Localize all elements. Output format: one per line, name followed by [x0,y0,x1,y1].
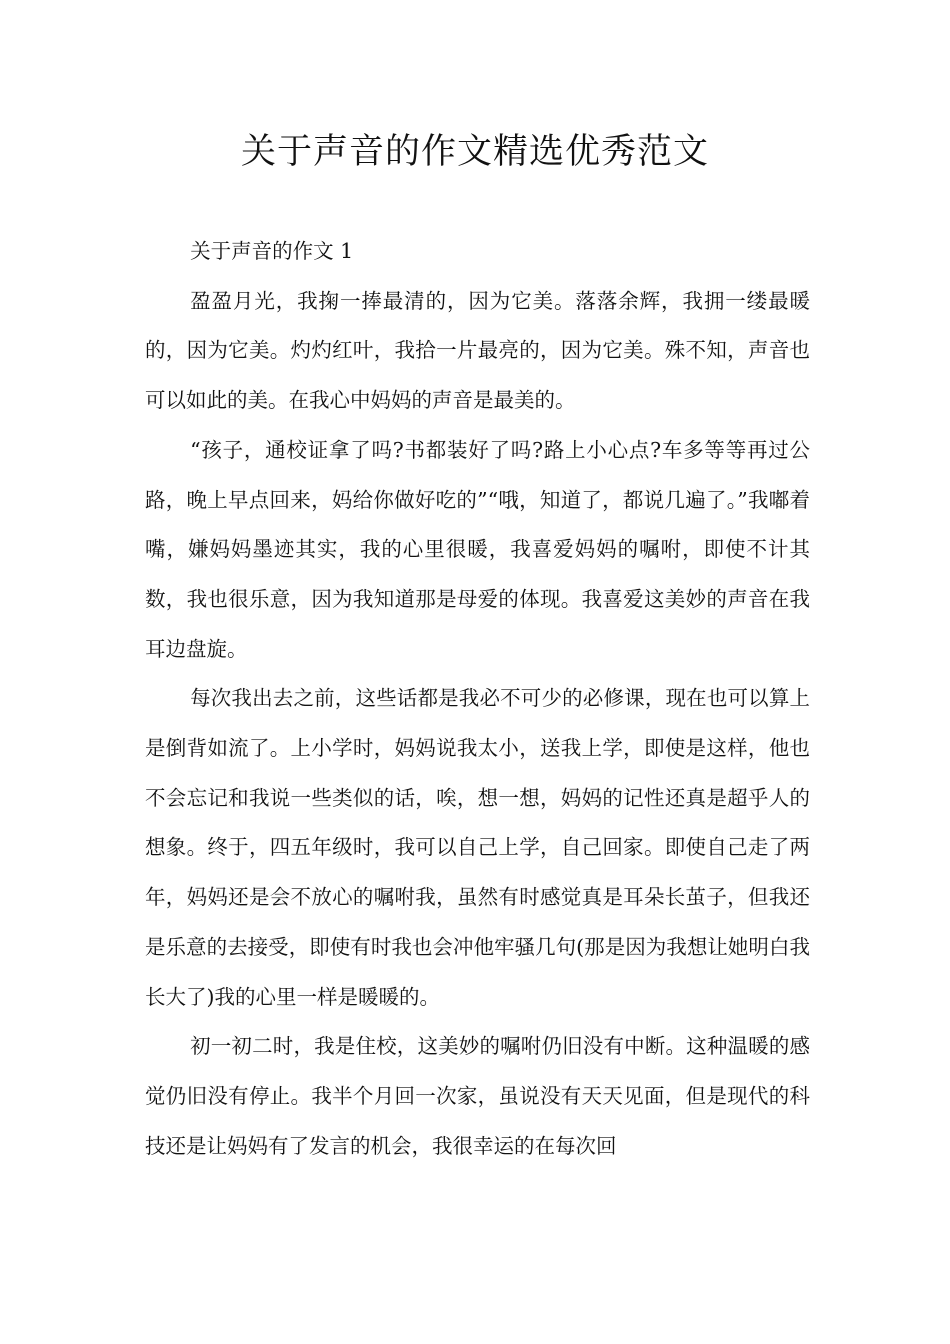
document-body [145,227,810,1171]
paragraph-4: 初一初二时，我是住校，这美妙的嘱咐仍旧没有中断。这种温暖的感觉仍旧没有停止。我半个月回一次家，虽说没有天天见面，但是现代的科技还是让妈妈有了发言的机会，我很幸运的在每次回 [145,1034,810,1158]
paragraph-2: “孩子，通校证拿了吗?书都装好了吗?路上小心点?车多等等再过公路，晚上早点回来，妈给你做好吃的”“哦，知道了，都说几遍了。”我嘟着嘴，嫌妈妈墨迹其实，我的心里很暖，我喜爱妈妈的嘱咐，即使不计其数，我也很乐意，因为我知道那是母爱的体现。我喜爱这美妙的声音在我耳边盘旋。 [145,437,810,661]
paragraph-3: 每次我出去之前，这些话都是我必不可少的必修课，现在也可以算上是倒背如流了。上小学时，妈妈说我太小，送我上学，即使是这样，他也不会忘记和我说一些类似的话，唉，想一想，妈妈的记性还真是超乎人的想象。终于，四五年级时，我可以自己上学，自己回家。即使自己走了两年，妈妈还是会不放心的嘱咐我，虽然有时感觉真是耳朵长茧子，但我还是乐意的去接受，即使有时我也会冲他牢骚几句(那是因为我想让她明白我长大了)我的心里一样是暖暖的。 [145,686,810,1009]
section-heading: 关于声音的作文 1 [190,239,354,263]
document-title: 关于声音的作文精选优秀范文 [240,132,709,172]
paragraph-1: 盈盈月光，我掬一捧最清的，因为它美。落落余辉，我拥一缕最暖的，因为它美。灼灼红叶，我拾一片最亮的，因为它美。殊不知，声音也可以如此的美。在我心中妈妈的声音是最美的。 [145,288,810,413]
